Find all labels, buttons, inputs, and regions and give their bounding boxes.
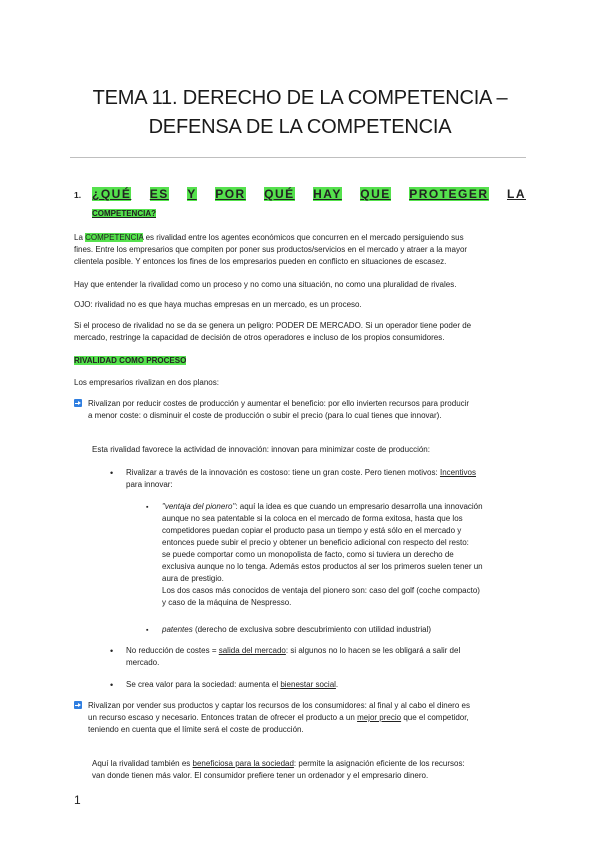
bullet-item xyxy=(126,679,338,691)
text: entonces puede subir el precio y obtener un beneficio adicional con respecto del resto: xyxy=(162,538,469,547)
text: : si algunos no lo hacen se les obligará a salir del xyxy=(285,646,461,655)
heading-word: ¿QUÉ xyxy=(92,187,132,201)
text: Los dos casos más conocidos de ventaja del pionero son: caso del golf (coche compacto) xyxy=(162,586,480,595)
heading-word: LA xyxy=(507,187,526,201)
title-line-2: DEFENSA DE LA COMPETENCIA xyxy=(148,116,452,138)
text: Rivalizan por reducir costes de producción y aumentar el beneficio: por ello invierten recursos para producir xyxy=(88,399,470,408)
heading-word: QUE xyxy=(360,187,391,201)
title-divider xyxy=(70,157,526,158)
plane-1-paragraph xyxy=(88,398,469,422)
text: que el competidor, xyxy=(403,713,469,722)
text: exclusiva aunque no lo tenga. Además estos productos al ser los primeros suelen tener un xyxy=(162,562,483,571)
paragraph: Hay que entender la rivalidad como un proceso y no como una situación, no como una pluralidad de rivales. xyxy=(74,280,457,289)
text: se puede comportar como un monopolista de facto, como si tuviera un derecho de xyxy=(162,550,454,559)
paragraph: Los empresarios rivalizan en dos planos: xyxy=(74,378,219,387)
bullet-icon: • xyxy=(110,646,114,656)
subsection-title: RIVALIDAD COMO PROCESO xyxy=(74,356,187,365)
text: . xyxy=(335,680,339,689)
text: (derecho de exclusiva sobre descubrimiento con utilidad industrial) xyxy=(194,625,432,634)
closing-paragraph xyxy=(92,758,530,782)
bullet-icon: • xyxy=(110,468,114,478)
text: Si el proceso de rivalidad no se da se genera un peligro: PODER DE MERCADO. Si un operador tiene poder de xyxy=(74,321,472,330)
text: teniendo en cuenta que el límite será el coste de producción. xyxy=(88,725,304,734)
section-heading-line-2 xyxy=(92,209,156,218)
bullet-item xyxy=(126,467,476,491)
heading-word: POR xyxy=(215,187,246,201)
heading-number: 1. xyxy=(74,190,82,200)
highlight-term: COMPETENCIA xyxy=(85,233,144,242)
underlined-term: salida del mercado xyxy=(218,646,286,655)
text: Rivalizar a través de la innovación es costoso: tiene un gran coste. Pero tienen motivos: xyxy=(126,468,438,477)
text: aunque no sea patentable si la coloca en el mercado de forma exitosa, hasta que los xyxy=(162,514,463,523)
text: un recurso escaso y necesario. Entonces tratan de ofrecer el producto a un xyxy=(88,713,355,722)
arrow-right-icon xyxy=(74,701,82,709)
plane-2-paragraph xyxy=(88,700,530,736)
text: aura de prestigio. xyxy=(162,574,224,583)
page-number: 1 xyxy=(74,793,81,807)
underlined-term: mejor precio xyxy=(357,713,402,722)
text: a menor coste: o disminuir el coste de producción o subir el precio (para lo cual tienes que innovar). xyxy=(88,411,442,420)
paragraph: OJO: rivalidad no es que haya muchas empresas en un mercado, es un proceso. xyxy=(74,300,362,309)
paragraph: Esta rivalidad favorece la actividad de innovación: innovan para minimizar coste de producción: xyxy=(92,445,430,454)
text: Aquí la rivalidad también es xyxy=(92,759,191,768)
patentes-item xyxy=(162,624,431,636)
heading-word: PROTEGER xyxy=(409,187,489,201)
heading-word: Y xyxy=(187,187,197,201)
heading-word: COMPETENCIA? xyxy=(92,209,156,218)
intro-paragraph xyxy=(74,232,530,268)
text: es rivalidad entre los agentes económicos que concurren en el mercado persiguiendo sus xyxy=(145,233,464,242)
bullet-item xyxy=(126,645,460,669)
text: para innovar: xyxy=(126,480,173,489)
heading-word: ES xyxy=(149,187,169,201)
text: fines. Entre los empresarios que compiten por poner sus productos/servicios en el mercado y atraer a la mayor xyxy=(74,245,468,254)
text: Rivalizan por vender sus productos y captar los recursos de los consumidores: al final y al cabo el dinero es xyxy=(88,701,470,710)
paragraph xyxy=(74,320,471,344)
underlined-term: beneficiosa para la sociedad xyxy=(192,759,294,768)
text: mercado. xyxy=(126,658,160,667)
heading-word: HAY xyxy=(313,187,342,201)
text: : aquí la idea es que cuando un empresario desarrolla una innovación xyxy=(235,502,483,511)
text: Se crea valor para la sociedad: aumenta el xyxy=(126,680,279,689)
text: : permite la asignación eficiente de los recursos: xyxy=(293,759,465,768)
text: No reducción de costes = xyxy=(126,646,217,655)
pioneer-item xyxy=(162,501,530,609)
bullet-icon: ▪ xyxy=(146,504,149,511)
italic-term: "ventaja del pionero" xyxy=(162,502,236,511)
text: mercado, restringe la capacidad de decisión de otros operadores e incluso de los propios consumidores. xyxy=(74,333,445,342)
underlined-term: Incentivos xyxy=(439,468,476,477)
text: y caso de la máquina de Nespresso. xyxy=(162,598,292,607)
heading-word: QUÉ xyxy=(264,187,295,201)
text: van donde tienen más valor. El consumidor prefiere tener un ordenador y el empresario dinero. xyxy=(92,771,429,780)
section-heading xyxy=(92,187,526,201)
underlined-term: bienestar social xyxy=(280,680,336,689)
bullet-icon: ▪ xyxy=(146,627,149,634)
title-line-1: TEMA 11. DERECHO DE LA COMPETENCIA – xyxy=(92,87,508,109)
text: clientela posible. Y entonces los fines de los empresarios pueden en conflicto en situaciones de escasez. xyxy=(74,257,447,266)
bullet-icon: • xyxy=(110,680,114,690)
text: La xyxy=(74,233,83,242)
text: competidores puedan copiar el producto pasa un tiempo y está sólo en el mercado y xyxy=(162,526,462,535)
italic-term: patentes xyxy=(162,625,193,634)
document-title xyxy=(60,84,540,142)
arrow-right-icon xyxy=(74,399,82,407)
